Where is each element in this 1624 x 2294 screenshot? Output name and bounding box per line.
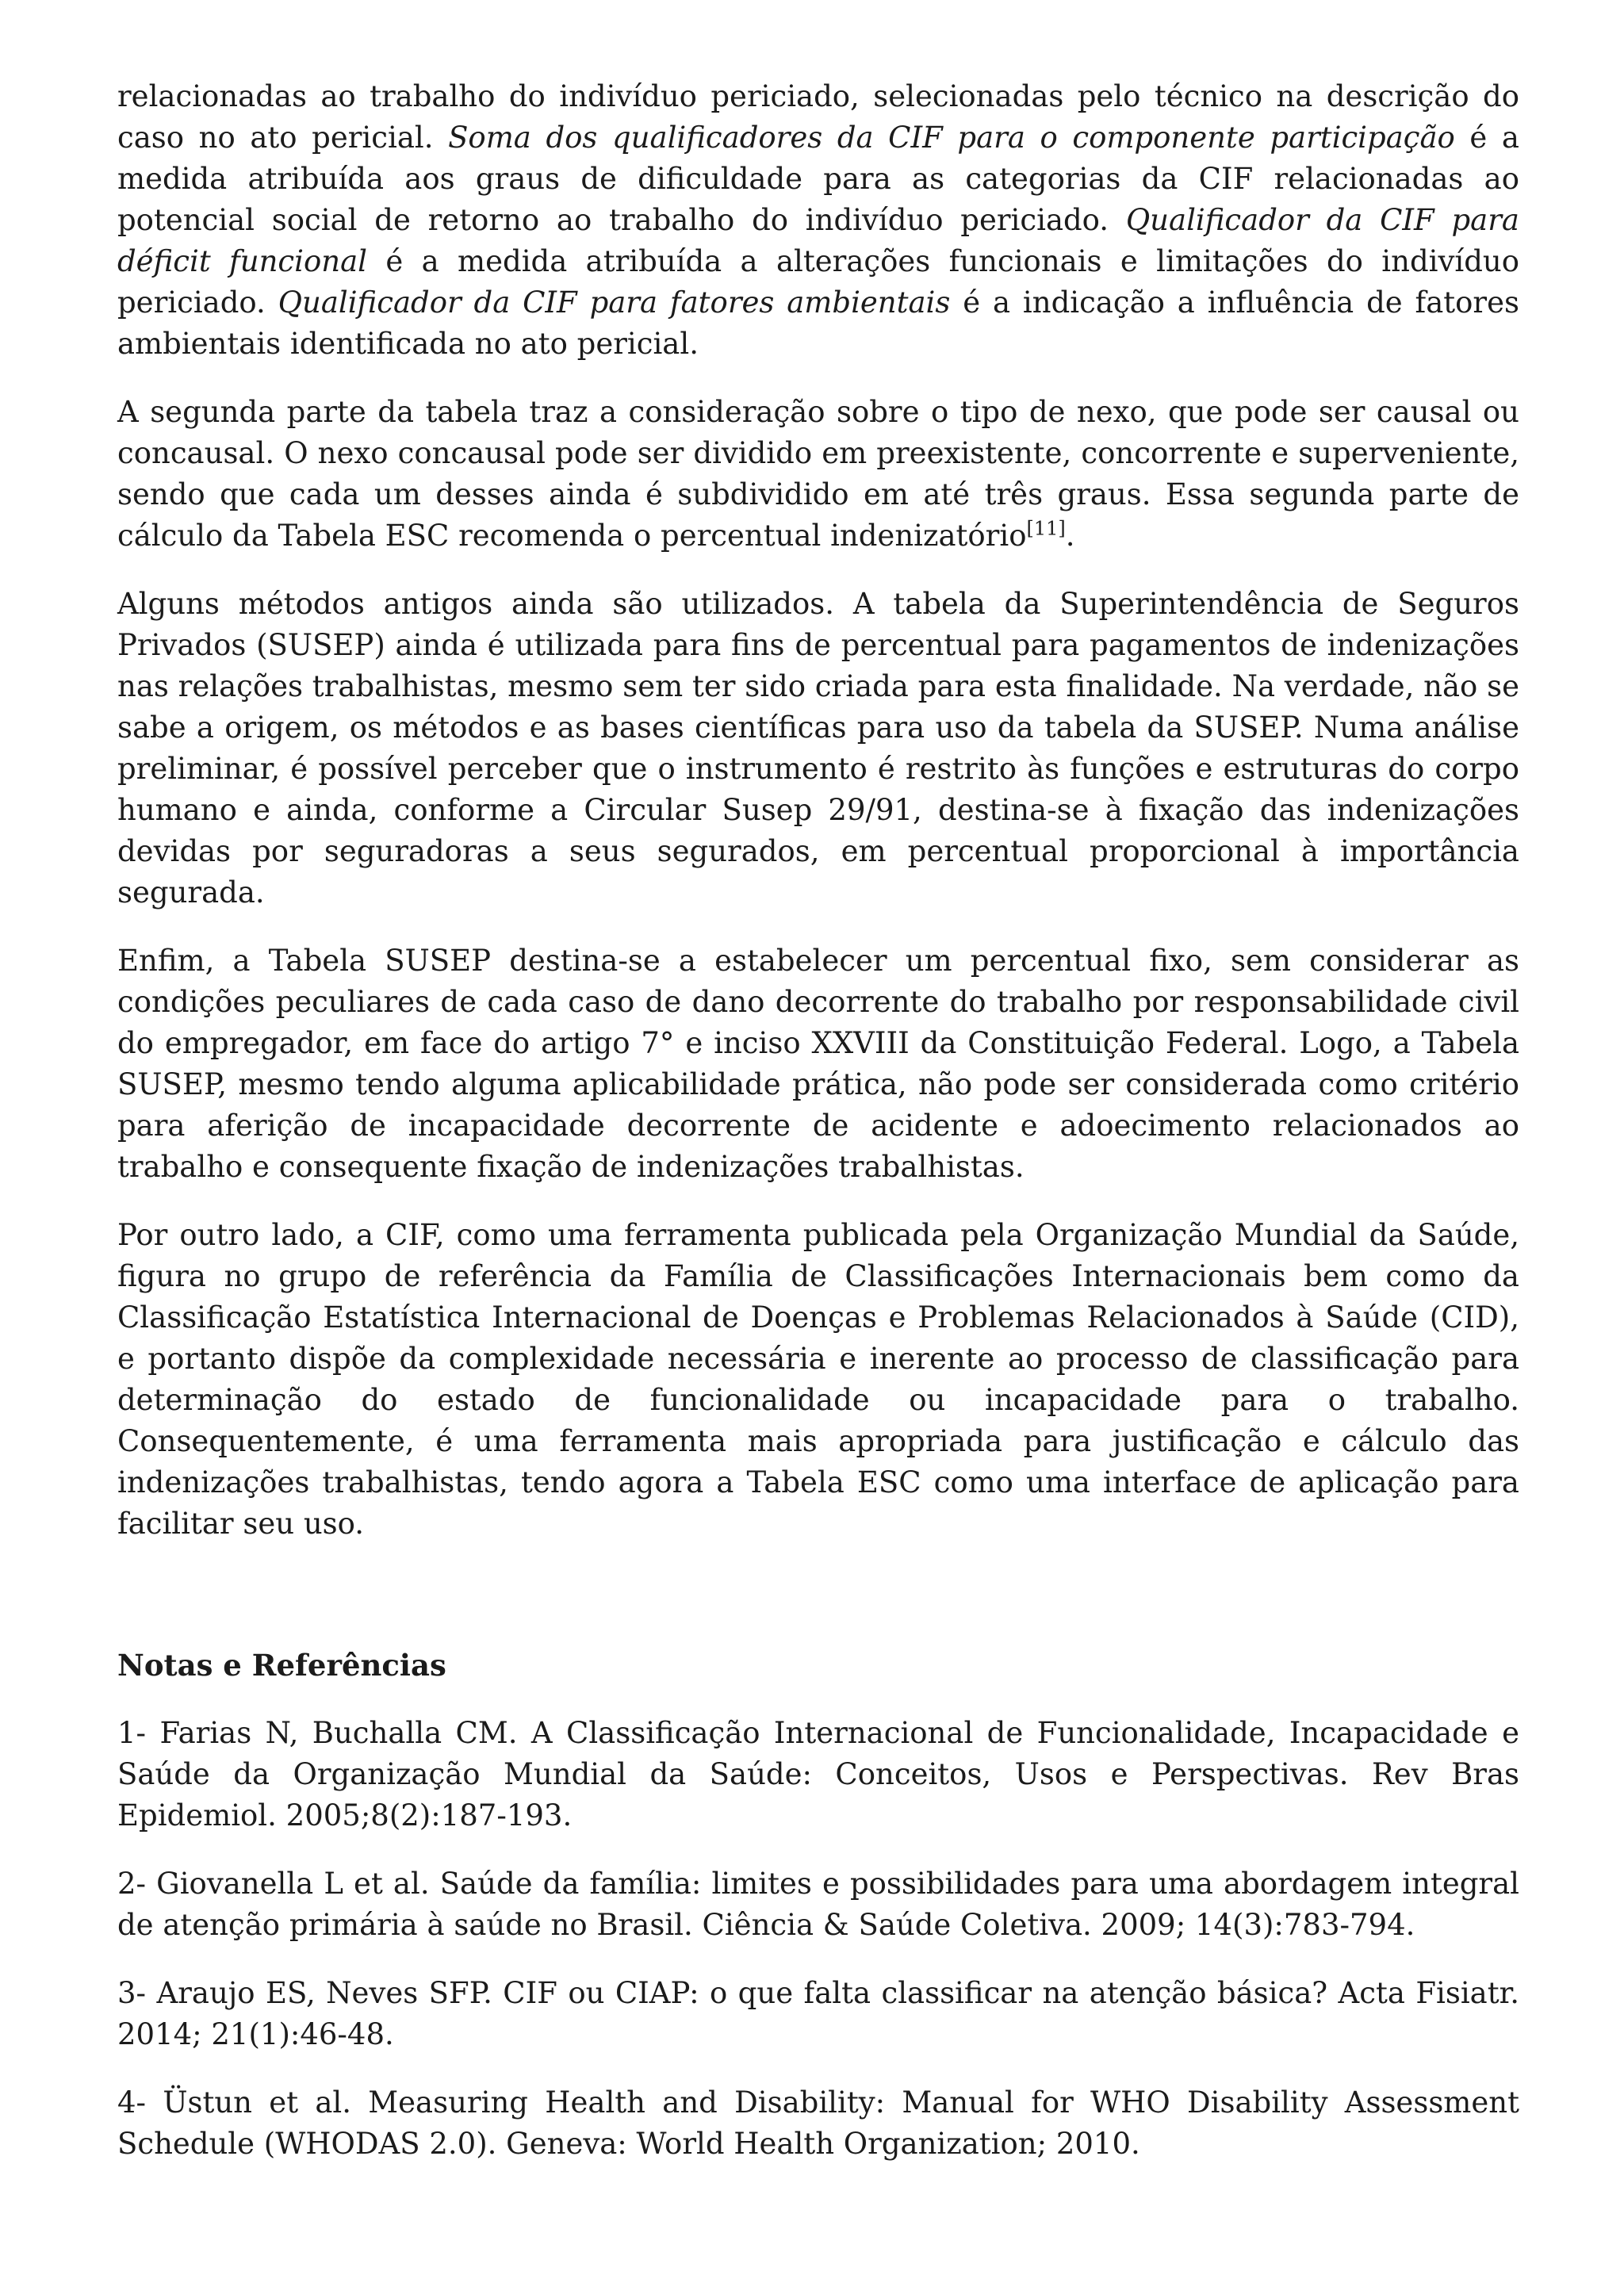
paragraph-text: é a medida atribuída a alterações funcionais e limitações do indivíduo periciado. [117,244,1519,320]
paragraph-end: . [1065,519,1075,553]
paragraph-text: é a indicação a influência de fatores ambientais identificada no ato pericial. [117,285,1519,361]
paragraph-cif-tool: Por outro lado, a CIF, como uma ferramenta publicada pela Organização Mundial da Saúde, figura no grupo de referência da Família de Classificações Internacionais bem como da Classificação Estatística Internacional de Doenças e Problemas Relacionados à Saúde (CID), e portanto dispõe da complexidade necessária e inerente ao processo de classificação para determinação do estado de funcionalidade ou incapacidade para o trabalho. Consequentemente, é uma ferramenta mais apropriada para justificação e cálculo das indenizações trabalhistas, tendo agora a Tabela ESC como uma interface de aplicação para facilitar seu uso. [117,1218,1519,1541]
paragraph-nexo [117,392,1519,557]
notes-heading: Notas e Referências [117,1648,446,1683]
italic-term: Qualificador da CIF para déficit funcional [117,203,1519,278]
document-page [117,76,1519,2192]
paragraph-cif-qualifiers [117,76,1519,365]
reference-item: 3- Araujo ES, Neves SFP. CIF ou CIAP: o que falta classificar na atenção básica? Acta Fisiatr. 2014; 21(1):46-48. [117,1976,1519,2051]
paragraph-susep-conclusion: Enfim, a Tabela SUSEP destina-se a estabelecer um percentual fixo, sem considerar as condições peculiares de cada caso de dano decorrente do trabalho por responsabilidade civil do empregador, em face do artigo 7° e inciso XXVIII da Constituição Federal. Logo, a Tabela SUSEP, mesmo tendo alguma aplicabilidade prática, não pode ser considerada como critério para aferição de incapacidade decorrente de acidente e adoecimento relacionados ao trabalho e consequente fixação de indenizações trabalhistas. [117,944,1519,1184]
reference-item: 1- Farias N, Buchalla CM. A Classificação Internacional de Funcionalidade, Incapacidade e Saúde da Organização Mundial da Saúde: Conceitos, Usos e Perspectivas. Rev Bras Epidemiol. 2005;8(2):187-193. [117,1716,1519,1833]
reference-item: 4- Üstun et al. Measuring Health and Disability: Manual for WHO Disability Assessment Schedule (WHODAS 2.0). Geneva: World Health Organization; 2010. [117,2085,1519,2161]
paragraph-text: A segunda parte da tabela traz a consideração sobre o tipo de nexo, que pode ser causal ou concausal. O nexo concausal pode ser dividido em preexistente, concorrente e superveniente, sendo que cada um desses ainda é subdividido em até três graus. Essa segunda parte de cálculo da Tabela ESC recomenda o percentual indenizatório [117,395,1519,553]
reference-item: 2- Giovanella L et al. Saúde da família: limites e possibilidades para uma abordagem integral de atenção primária à saúde no Brasil. Ciência & Saúde Coletiva. 2009; 14(3):783-794. [117,1867,1519,1942]
paragraph-susep-methods: Alguns métodos antigos ainda são utilizados. A tabela da Superintendência de Seguros Privados (SUSEP) ainda é utilizada para fins de percentual para pagamentos de indenizações nas relações trabalhistas, mesmo sem ter sido criada para esta finalidade. Na verdade, não se sabe a origem, os métodos e as bases científicas para uso da tabela da SUSEP. Numa análise preliminar, é possível perceber que o instrumento é restrito às funções e estruturas do corpo humano e ainda, conforme a Circular Susep 29/91, destina-se à fixação das indenizações devidas por seguradoras a seus segurados, em percentual proporcional à importância segurada. [117,587,1519,910]
paragraph-text: é a medida atribuída aos graus de dificuldade para as categorias da CIF relacionadas ao potencial social de retorno ao trabalho do indivíduo periciado. [117,121,1519,237]
italic-term: Qualificador da CIF para fatores ambientais [278,285,951,320]
paragraph-text: relacionadas ao trabalho do indivíduo periciado, selecionadas pelo técnico na descrição do caso no ato pericial. [117,79,1519,155]
italic-term: Soma dos qualificadores da CIF para o componente participação [448,121,1455,155]
citation-superscript: [11] [1026,517,1066,540]
